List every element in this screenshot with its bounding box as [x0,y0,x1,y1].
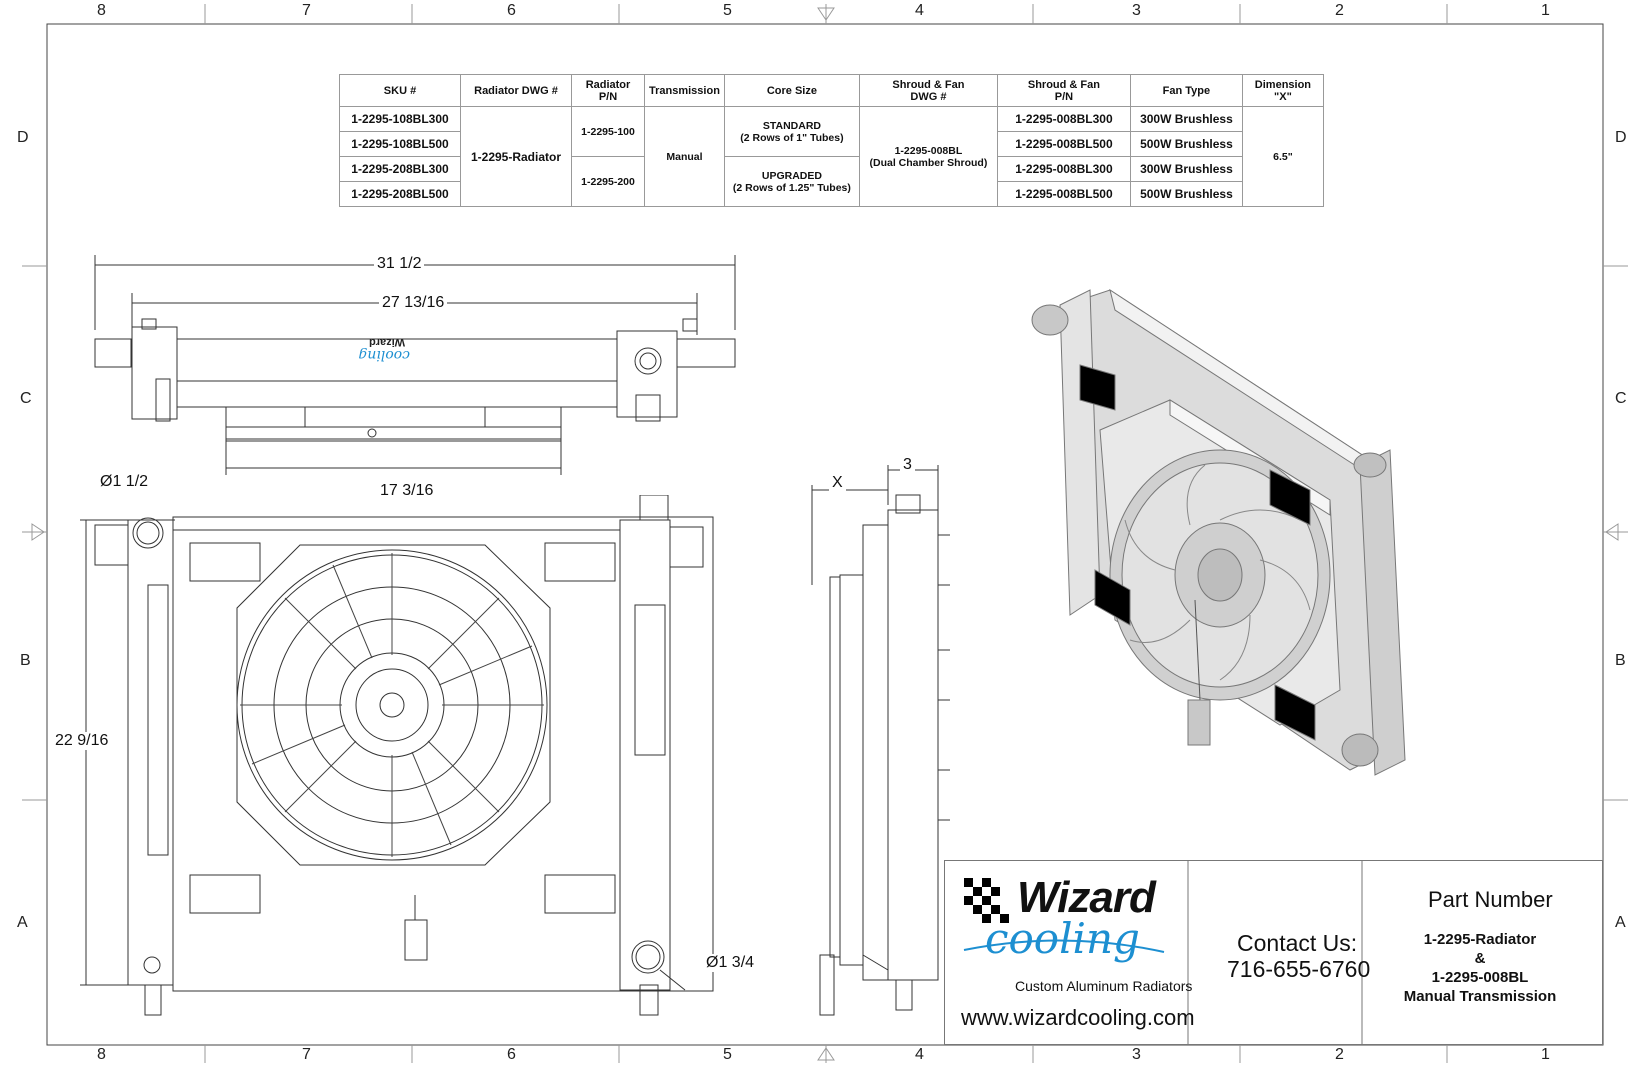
zone-col-1-top: 1 [1541,2,1550,19]
radiator-pn-cell: 1-2295-100 [572,107,645,157]
shroud-pn-cell: 1-2295-008BL500 [997,132,1130,157]
svg-text:Wizard: Wizard [369,336,405,348]
website-link[interactable]: www.wizardcooling.com [961,1005,1195,1030]
header-radiator-dwg: Radiator DWG # [461,75,572,107]
zone-col-8-bottom: 8 [97,1046,106,1063]
zone-col-5-top: 5 [723,2,732,19]
header-sku: SKU # [340,75,461,107]
core-size-standard-title: STANDARD [762,119,821,132]
header-core-size: Core Size [724,75,859,107]
wizard-logo-mark-top [358,336,410,363]
radiator-top-view [85,255,745,495]
zone-row-a-right: A [1615,914,1626,931]
dim-inlet-diameter: Ø1 1/2 [97,473,151,491]
zone-col-4-bottom: 4 [915,1046,924,1063]
core-size-upgraded-cell [724,157,859,207]
part-line-radiator: 1-2295-Radiator [1423,931,1537,948]
contact-phone: 716-655-6760 [1227,956,1371,982]
shroud-dwg-cell [859,107,997,207]
zone-row-b-left: B [20,652,31,669]
zone-col-8-top: 8 [97,2,106,19]
part-number-label: Part Number [1428,887,1553,912]
part-line-ampersand: & [1474,950,1486,967]
dim-overall-width: 31 1/2 [374,255,424,273]
zone-col-5-bottom: 5 [723,1046,732,1063]
part-number-lines [1370,930,1590,1006]
dim-side-depth: 3 [900,456,915,474]
header-radiator-pn: Radiator P/N [572,75,645,107]
transmission-cell: Manual [645,107,725,207]
contact-label: Contact Us: [1237,930,1358,956]
sku-cell: 1-2295-208BL300 [340,157,461,182]
zone-row-c-left: C [20,390,32,407]
radiator-front-view [80,495,720,1020]
svg-text:cooling: cooling [358,347,410,363]
header-dimension-x: Dimension "X" [1242,75,1323,107]
fan-type-cell: 500W Brushless [1130,182,1242,207]
logo-tagline: Custom Aluminum Radiators [1015,978,1193,994]
fan-type-cell: 500W Brushless [1130,132,1242,157]
fan-type-cell: 300W Brushless [1130,107,1242,132]
zone-col-1-bottom: 1 [1541,1046,1550,1063]
zone-col-7-bottom: 7 [302,1046,311,1063]
sku-cell: 1-2295-108BL300 [340,107,461,132]
header-transmission: Transmission [645,75,725,107]
zone-col-2-bottom: 2 [1335,1046,1344,1063]
header-shroud-dwg: Shroud & Fan DWG # [859,75,997,107]
shroud-dwg-detail: (Dual Chamber Shroud) [869,156,988,169]
radiator-side-view [800,465,950,1025]
fan-type-cell: 300W Brushless [1130,157,1242,182]
logo-cooling-text: cooling [985,914,1140,963]
logo-wizard-text: Wizard [1017,873,1155,922]
dim-side-x: X [829,474,846,492]
zone-row-d-left: D [17,129,29,146]
dim-outlet-diameter: Ø1 3/4 [703,954,757,972]
radiator-pn-cell: 1-2295-200 [572,157,645,207]
part-line-shroud: 1-2295-008BL [1431,969,1529,986]
zone-col-3-bottom: 3 [1132,1046,1141,1063]
radiator-dwg-cell: 1-2295-Radiator [461,107,572,207]
core-size-standard-cell [724,107,859,157]
shroud-pn-cell: 1-2295-008BL300 [997,157,1130,182]
zone-col-4-top: 4 [915,2,924,19]
shroud-pn-cell: 1-2295-008BL300 [997,107,1130,132]
sku-cell: 1-2295-208BL500 [340,182,461,207]
zone-col-6-top: 6 [507,2,516,19]
zone-col-3-top: 3 [1132,2,1141,19]
header-fan-type: Fan Type [1130,75,1242,107]
dim-fan-width: 17 3/16 [377,482,436,500]
header-shroud-pn: Shroud & Fan P/N [997,75,1130,107]
zone-row-d-right: D [1615,129,1627,146]
core-size-upgraded-detail: (2 Rows of 1.25" Tubes) [732,181,851,194]
table-header-row [340,75,1324,107]
core-size-standard-detail: (2 Rows of 1" Tubes) [740,131,844,144]
dim-height: 22 9/16 [52,732,111,750]
radiator-isometric-render [1020,270,1480,830]
zone-col-7-top: 7 [302,2,311,19]
core-size-upgraded-title: UPGRADED [761,169,822,182]
sku-cell: 1-2295-108BL500 [340,132,461,157]
table-row [340,107,1324,132]
shroud-dwg-number: 1-2295-008BL [894,144,963,157]
dimension-x-cell: 6.5" [1242,107,1323,207]
dim-core-width: 27 13/16 [379,294,447,312]
zone-col-2-top: 2 [1335,2,1344,19]
part-line-transmission: Manual Transmission [1403,988,1557,1005]
zone-row-c-right: C [1615,390,1627,407]
spec-table [339,74,1324,207]
zone-row-a-left: A [17,914,28,931]
shroud-pn-cell: 1-2295-008BL500 [997,182,1130,207]
zone-col-6-bottom: 6 [507,1046,516,1063]
zone-row-b-right: B [1615,652,1626,669]
